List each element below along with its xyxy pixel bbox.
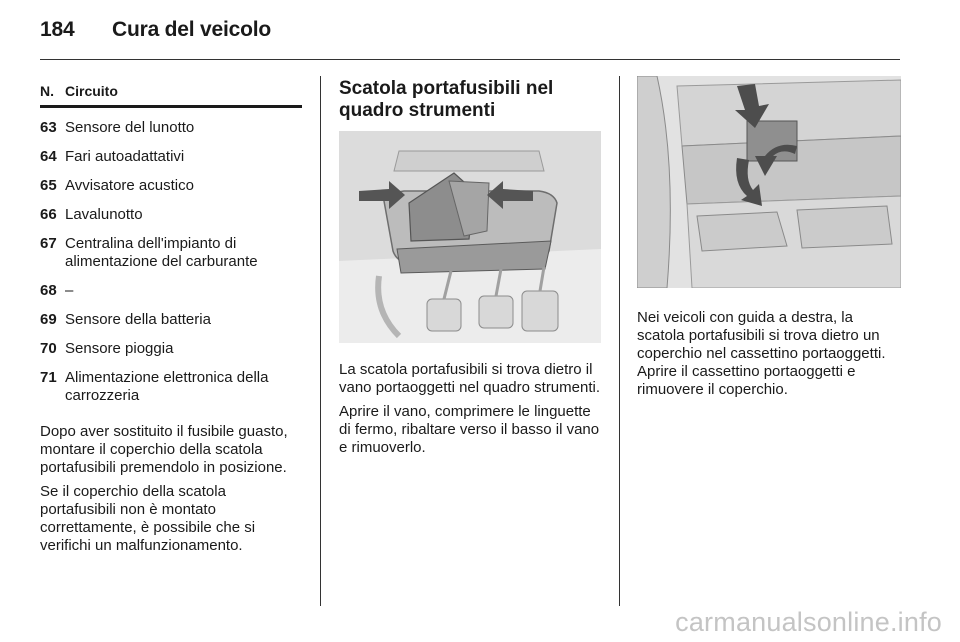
glovebox-illustration (339, 131, 601, 343)
column-left (40, 76, 302, 555)
fuse-number: 67 (40, 235, 57, 252)
fuse-circuit: Lavalunotto (65, 206, 143, 223)
fuse-circuit: Avvisatore acustico (65, 177, 194, 194)
page-title: Cura del veicolo (112, 18, 272, 41)
fuse-circuit: Sensore della batteria (65, 311, 211, 328)
table-row (40, 369, 302, 405)
body-paragraph: Se il coperchio della scatola portafusibili non è montato correttamente, è possibile che si verifichi un malfunzionamento. (40, 483, 256, 554)
fuse-number: 66 (40, 206, 57, 223)
table-row (40, 177, 302, 195)
fuse-circuit: Fari autoadattativi (65, 148, 185, 165)
fuse-circuit: Sensore pioggia (65, 340, 174, 357)
fuse-circuit: – (65, 282, 74, 299)
fuse-number: 64 (40, 148, 57, 165)
column-divider (320, 76, 321, 606)
fuse-circuit: Centralina dell'impianto di alimentazione del carburante (65, 235, 258, 270)
table-row (40, 340, 302, 358)
body-paragraph: Aprire il vano, comprimere le linguette di fermo, ribaltare verso il basso il vano e rimuoverlo. (339, 403, 600, 456)
table-row (40, 119, 302, 137)
column-divider (619, 76, 620, 606)
section-title: Scatola portafusibili nel quadro strumenti (339, 78, 554, 121)
fuse-number: 70 (40, 340, 57, 357)
fuse-number: 69 (40, 311, 57, 328)
fuse-circuit: Alimentazione elettronica della carrozzeria (65, 369, 269, 404)
page-number: 184 (40, 18, 75, 41)
header-divider (40, 59, 900, 60)
fuse-number: 71 (40, 369, 57, 386)
body-paragraph: Nei veicoli con guida a destra, la scatola portafusibili si trova dietro un coperchio nel cassettino portaoggetti. Aprire il cassettino portaoggetti e rimuovere il coperchio. (637, 309, 886, 398)
table-row (40, 148, 302, 166)
table-row (40, 311, 302, 329)
body-paragraph: La scatola portafusibili si trova dietro il vano portaoggetti nel quadro strumenti. (339, 361, 600, 396)
column-right (637, 76, 901, 399)
table-row (40, 206, 302, 224)
column-middle (339, 76, 601, 457)
watermark: carmanualsonline.info (675, 607, 942, 637)
fuse-table-header (40, 82, 302, 108)
col-circuit-header: Circuito (65, 83, 118, 99)
fuse-number: 63 (40, 119, 57, 136)
table-row (40, 282, 302, 300)
table-row (40, 235, 302, 271)
fuse-number: 65 (40, 177, 57, 194)
fuse-number: 68 (40, 282, 57, 299)
rhd-glovebox-illustration (637, 76, 901, 288)
fuse-circuit: Sensore del lunotto (65, 119, 195, 136)
body-paragraph: Dopo aver sostituito il fusibile guasto, montare il coperchio della scatola portafusibili premendolo in posizione. (40, 423, 288, 476)
col-number-header: N. (40, 83, 54, 99)
page-header (40, 18, 271, 42)
